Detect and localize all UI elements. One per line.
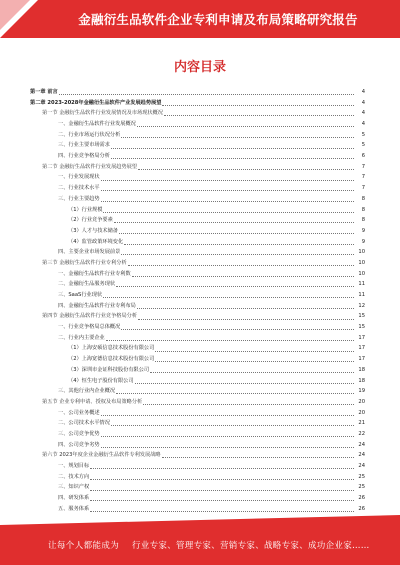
toc-entry-page: 8 [361, 206, 365, 213]
toc-entry-label: （2）上海宽德信息技术股份有限公司 [68, 356, 155, 363]
toc-entry-page: 24 [358, 463, 365, 470]
toc-entry-label: 四、公司竞争劣势 [58, 441, 100, 448]
toc-leader-dots [150, 372, 354, 373]
toc-entry-label: 第二章 2023-2028年金融衍生品软件产业发展趋势展望 [30, 99, 162, 106]
toc-entry[interactable] [30, 237, 365, 248]
toc-entry[interactable] [30, 450, 365, 461]
toc-leader-dots [90, 468, 354, 469]
toc-leader-dots [59, 94, 354, 95]
toc-entry-page: 8 [361, 195, 365, 202]
toc-entry-label: 三、知识产权 [58, 484, 90, 491]
toc-entry-label: 一、规划目标 [58, 463, 90, 470]
toc-entry-page: 17 [358, 356, 365, 363]
toc-leader-dots [90, 479, 354, 480]
toc-entry-page: 5 [361, 142, 365, 149]
toc-entry-label: 第三节 金融衍生品软件行业专利分析 [42, 259, 127, 266]
toc-leader-dots [162, 457, 354, 458]
toc-entry-page: 18 [358, 377, 365, 384]
toc-entry[interactable] [30, 472, 365, 483]
toc-entry-label: 一、行业发展现状 [58, 174, 100, 181]
toc-entry-label: 四、主要企业市场发展前景 [58, 249, 121, 256]
toc-entry-label: 第一节 金融衍生品软件行业发展情况及市场现状概况 [42, 110, 163, 117]
toc-entry[interactable] [30, 365, 365, 376]
toc-entry-label: 四、研发体系 [58, 495, 90, 502]
toc-entry[interactable] [30, 119, 365, 130]
toc-entry-page: 17 [358, 345, 365, 352]
toc-entry-page: 20 [358, 398, 365, 405]
page-header [0, 0, 400, 38]
toc-entry-label: 三、SaaS行业现状 [58, 292, 103, 299]
toc-entry-page: 7 [361, 174, 365, 181]
toc-entry-page: 11 [358, 281, 365, 288]
toc-entry[interactable] [30, 461, 365, 472]
toc-entry-page: 12 [358, 302, 365, 309]
toc-entry-page: 5 [361, 131, 365, 138]
toc-entry-page: 9 [361, 227, 365, 234]
toc-leader-dots [101, 447, 354, 448]
toc-entry-page: 26 [358, 505, 365, 512]
table-of-contents [30, 87, 365, 515]
toc-entry-label: 第六节 2023年度企业金融衍生品软件专利发展战略 [42, 452, 161, 459]
toc-leader-dots [121, 329, 354, 330]
toc-entry-page: 26 [358, 495, 365, 502]
toc-entry-label: （3）深圳市金证科技股份有限公司 [68, 366, 150, 373]
toc-entry-page: 10 [358, 259, 365, 266]
toc-entry[interactable] [30, 205, 365, 216]
toc-entry-label: （1）行业规模 [68, 206, 103, 213]
toc-leader-dots [101, 201, 354, 202]
toc-entry-label: 二、行业内主要企业 [58, 334, 105, 341]
toc-entry-page: 10 [358, 270, 365, 277]
toc-entry-page: 4 [361, 99, 365, 106]
toc-entry[interactable] [30, 429, 365, 440]
header-corner-accent [0, 0, 30, 30]
toc-entry[interactable] [30, 258, 365, 269]
toc-entry[interactable] [30, 344, 365, 355]
toc-entry[interactable] [30, 397, 365, 408]
toc-entry[interactable] [30, 386, 365, 397]
toc-leader-dots [116, 286, 354, 287]
toc-leader-dots [121, 137, 354, 138]
toc-entry-label: 三、公司竞争优势 [58, 430, 100, 437]
toc-entry-label: 二、公司技术水平情况 [58, 420, 110, 427]
toc-entry-page: 4 [361, 88, 365, 95]
toc-entry-label: 二、技术方向 [58, 473, 90, 480]
toc-entry[interactable] [30, 279, 365, 290]
toc-entry[interactable] [30, 418, 365, 429]
toc-entry-page: 25 [358, 484, 365, 491]
toc-entry[interactable] [30, 376, 365, 387]
toc-leader-dots [164, 115, 354, 116]
toc-entry-page: 22 [358, 430, 365, 437]
toc-entry-label: 第四节 金融衍生品软件行业竞争格局分析 [42, 313, 138, 320]
toc-entry[interactable] [30, 215, 365, 226]
toc-leader-dots [111, 148, 354, 149]
toc-leader-dots [143, 404, 354, 405]
toc-entry[interactable] [30, 130, 365, 141]
toc-entry[interactable] [30, 173, 365, 184]
toc-entry-page: 8 [361, 217, 365, 224]
toc-entry[interactable] [30, 194, 365, 205]
page-footer [0, 525, 400, 565]
toc-entry-page: 9 [361, 238, 365, 245]
footer-slogan-left: 让每个人都能成为 [48, 541, 120, 551]
toc-entry-label: （2）行业竞争要素 [68, 217, 113, 224]
toc-entry[interactable] [30, 493, 365, 504]
toc-entry-label: 三、行业主要市场需求 [58, 142, 110, 149]
toc-leader-dots [101, 436, 354, 437]
toc-entry[interactable] [30, 183, 365, 194]
toc-leader-dots [111, 158, 354, 159]
toc-entry[interactable] [30, 311, 365, 322]
toc-entry[interactable] [30, 290, 365, 301]
toc-entry-label: （1）上海安硕信息技术股份有限公司 [68, 345, 155, 352]
toc-entry-page: 15 [358, 324, 365, 331]
toc-entry[interactable] [30, 504, 365, 515]
toc-heading: 内容目录 [173, 60, 226, 75]
toc-leader-dots [114, 222, 354, 223]
toc-entry[interactable] [30, 162, 365, 173]
toc-entry-page: 19 [358, 388, 365, 395]
toc-entry[interactable] [30, 333, 365, 344]
toc-entry-page: 20 [358, 409, 365, 416]
toc-leader-dots [103, 212, 354, 213]
toc-leader-dots [90, 490, 354, 491]
toc-entry-page: 18 [358, 366, 365, 373]
toc-entry-page: 6 [361, 153, 365, 160]
toc-leader-dots [90, 511, 354, 512]
toc-leader-dots [135, 383, 354, 384]
toc-entry-page: 7 [361, 163, 365, 170]
toc-entry[interactable] [30, 322, 365, 333]
toc-leader-dots [106, 340, 354, 341]
toc-entry[interactable] [30, 301, 365, 312]
footer-slogan-right: 行业专家、管理专家、营销专家、战略专家、成功企业家…… [132, 541, 370, 551]
toc-entry-page: 4 [361, 121, 365, 128]
toc-entry-label: 一、金融衍生品软件行业发展概况 [58, 121, 136, 128]
toc-leader-dots [121, 254, 354, 255]
toc-entry-label: （4）监管政策环境变化 [68, 238, 124, 245]
toc-entry-page: 24 [358, 441, 365, 448]
toc-entry-label: 四、行业竞争格局分析 [58, 153, 110, 160]
toc-entry-label: 二、行业市场运行状况分析 [58, 131, 121, 138]
toc-entry-page: 11 [358, 292, 365, 299]
toc-entry[interactable] [30, 482, 365, 493]
toc-entry-label: 四、金融衍生品软件行业专利布局 [58, 302, 136, 309]
toc-entry-label: 三、其他行业内企业概况 [58, 388, 116, 395]
toc-entry-label: 第五节 企业专利申请、授权及布局策略分析 [42, 398, 143, 405]
toc-entry[interactable] [30, 140, 365, 151]
toc-leader-dots [116, 393, 354, 394]
toc-entry[interactable] [30, 440, 365, 451]
toc-entry-label: 三、行业主要趋势 [58, 195, 100, 202]
toc-entry[interactable] [30, 269, 365, 280]
toc-entry-page: 10 [358, 249, 365, 256]
toc-leader-dots [138, 169, 354, 170]
toc-entry[interactable] [30, 151, 365, 162]
toc-entry-page: 4 [361, 110, 365, 117]
toc-entry-page: 15 [358, 313, 365, 320]
toc-leader-dots [90, 500, 354, 501]
toc-entry-label: 五、服务体系 [58, 505, 90, 512]
footer-slant-shape [0, 515, 400, 525]
toc-entry[interactable] [30, 98, 365, 109]
toc-entry-page: 25 [358, 473, 365, 480]
toc-leader-dots [155, 351, 354, 352]
toc-leader-dots [162, 105, 354, 106]
toc-entry[interactable] [30, 87, 365, 98]
toc-entry-label: 一、行业竞争格局总体概况 [58, 324, 121, 331]
toc-leader-dots [128, 265, 354, 266]
toc-leader-dots [137, 308, 354, 309]
toc-entry[interactable] [30, 408, 365, 419]
toc-entry-label: 一、公司业务概述 [58, 409, 100, 416]
toc-entry-label: 一、金融衍生品软件行业专利数 [58, 270, 131, 277]
toc-leader-dots [137, 126, 354, 127]
toc-leader-dots [138, 319, 354, 320]
toc-leader-dots [101, 190, 354, 191]
toc-entry-label: 第一章 前言 [30, 88, 58, 95]
toc-leader-dots [124, 244, 354, 245]
toc-entry-label: 第二节 金融衍生品软件行业发展趋势展望 [42, 163, 138, 170]
toc-leader-dots [101, 180, 354, 181]
toc-leader-dots [103, 297, 354, 298]
toc-leader-dots [132, 276, 354, 277]
toc-entry[interactable] [30, 247, 365, 258]
toc-entry-page: 17 [358, 334, 365, 341]
toc-entry-page: 7 [361, 185, 365, 192]
toc-entry-label: 二、金融衍生品服务现状 [58, 281, 116, 288]
toc-entry-label: 二、行业技术水平 [58, 185, 100, 192]
toc-entry-page: 24 [358, 452, 365, 459]
toc-leader-dots [111, 425, 354, 426]
toc-entry[interactable] [30, 108, 365, 119]
toc-entry-label: （3）人才与技术储备 [68, 227, 118, 234]
toc-entry[interactable] [30, 354, 365, 365]
toc-entry-label: （4）恒生电子股份有限公司 [68, 377, 134, 384]
toc-leader-dots [101, 415, 354, 416]
toc-entry-page: 21 [358, 420, 365, 427]
toc-entry[interactable] [30, 226, 365, 237]
toc-leader-dots [155, 361, 354, 362]
toc-leader-dots [119, 233, 354, 234]
report-title: 金融衍生品软件企业专利申请及布局策略研究报告 [78, 12, 358, 27]
